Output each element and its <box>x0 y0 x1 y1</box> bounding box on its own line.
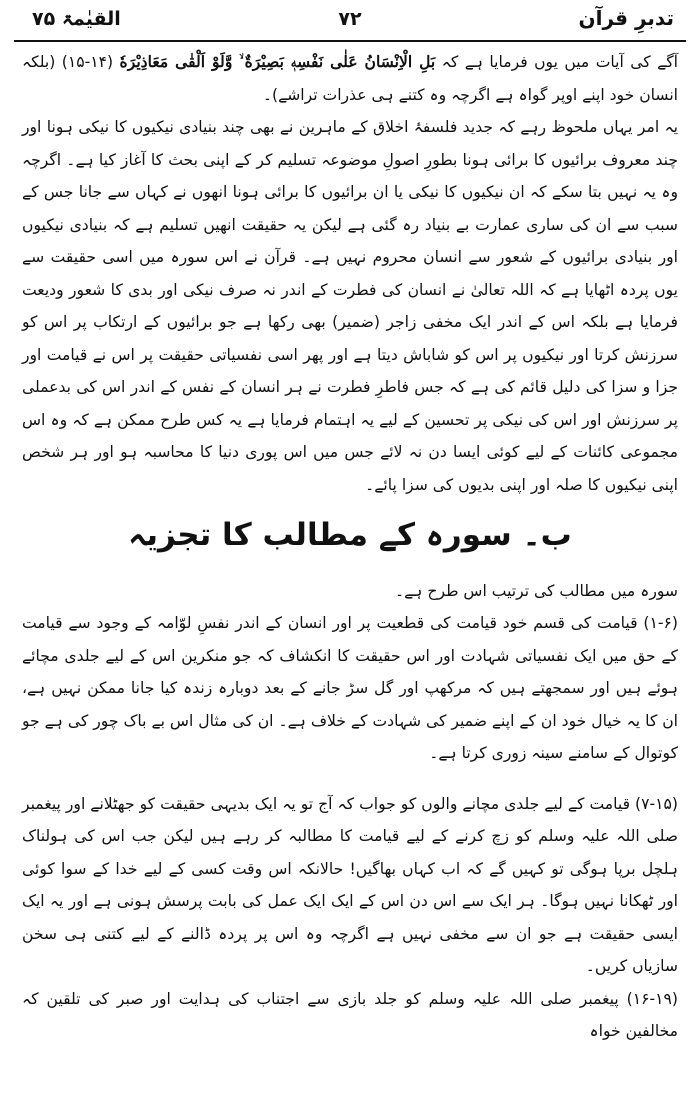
header-rule <box>14 40 686 42</box>
section-item: (۷-۱۵) قیامت کے لیے جلدی مچانے والوں کو جواب کہ آج تو یہ ایک بدیہی حقیقت کو جھٹلانے اور پیغمبر صلی اللہ علیہ وسلم کو زچ کرنے کے لیے قیامت کا مطالبہ کر رہے ہیں لیکن جب اس کی ہولناک ہلچل برپا ہوگی تو کہیں گے کہ اب کہاں بھاگیں! حالانکہ اس وقت کسی کے لیے خدا کے سوا کوئی اور ٹھکانا نہیں ہوگا۔ ہر ایک سے اس دن اس کے ایک ایک عمل کی بابت پرسش ہونی ہے اور یہ ایک ایسی حقیقت ہے جو ان سے مخفی نہیں ہے اگرچہ وہ اس پر پردہ ڈالنے کے لیے کتنی ہی سخن سازیاں کریں۔ <box>22 794 678 975</box>
book-title: تدبرِ قرآن <box>578 6 674 30</box>
arabic-verse: بَلِ الْاِنْسَانُ عَلٰى نَفْسِهٖ بَصِيْرَةٌ ۙ وَّلَوْ اَلْقٰى مَعَاذِيْرَهٗ <box>119 52 436 71</box>
page-number: ۷۲ <box>338 8 362 30</box>
section-heading-block <box>22 515 678 557</box>
running-header <box>20 4 680 40</box>
quote-translation: (۱۴-۱۵) (بلکہ انسان خود اپنے اوپر گواہ ہے اگرچہ وہ کتنے ہی عذرات تراشے)۔ <box>22 53 678 104</box>
section-item: (۱۶-۱۹) پیغمبر صلی اللہ علیہ وسلم کو جلد بازی سے اجتناب کی ہدایت اور صبر کی تلقین کہ مخالفین خواہ <box>22 989 678 1040</box>
surah-reference: القیٰمۃ ۷۵ <box>32 8 121 30</box>
quran-quote-paragraph <box>22 46 678 111</box>
section-heading: ب۔ سورہ کے مطالب کا تجزیہ <box>128 517 572 553</box>
quote-lead-text: آگے کی آیات میں یوں فرمایا ہے کہ <box>435 53 678 71</box>
section-item: (۱-۶) قیامت کی قسم خود قیامت کی قطعیت پر اور انسان کے اندر نفسِ لوّامہ کے وجود سے قیامت کے حق میں ایک نفسیاتی شہادت اور اس حقیقت کا انکشاف کہ جو منکرین اس کے لیے جلدی مچائے ہوئے ہیں اور سمجھتے ہیں کہ مرکھپ اور گل سڑ جانے کے بعد دوبارہ زندہ کیا جانا ممکن نہیں ہے، ان کا یہ خیال خود ان کے اپنے ضمیر کی شہادت کے خلاف ہے۔ ان کی مثال اس بے باک چور کی ہے جو کوتوال کے سامنے سینہ زوری کرتا ہے۔ <box>22 614 678 762</box>
body-paragraph: یہ امر یہاں ملحوظ رہے کہ جدید فلسفۂ اخلاق کے ماہرین نے بھی چند بنیادی نیکیوں کا نیکی ہونا اور چند معروف برائیوں کا برائی ہونا بطورِ اصولِ موضوعہ تسلیم کر کے اپنی بحث کا آغاز کیا ہے۔ اگرچہ وہ یہ نہیں بتا سکے کہ ان نیکیوں کا نیکی یا ان برائیوں کا برائی ہونا انھوں نے کہاں سے جانا جس کے سبب سے ان کی ساری عمارت بے بنیاد رہ گئی ہے لیکن یہ حقیقت انھیں تسلیم ہے کہ بنیادی نیکیوں اور بنیادی برائیوں کے شعور سے انسان محروم نہیں ہے۔ قرآن نے اس سورہ میں اسی حقیقت سے یوں پردہ اٹھایا ہے کہ اللہ تعالیٰ نے انسان کی فطرت کے اندر نہ صرف نیکی اور بدی کا شعور ودیعت فرمایا ہے بلکہ اس کے اندر ایک مخفی زاجر (ضمیر) بھی رکھا ہے جو برائیوں کے ارتکاب پر اس کو سرزنش کرتا اور نیکیوں پر اس کو شاباش دیتا ہے اور پھر اسی نفسیاتی حقیقت پر اس نے قیامت اور جزا و سزا کی دلیل قائم کی ہے کہ جس فاطرِ فطرت نے ہر انسان کے نفس کے اندر اس کی بدعملی پر سرزنش اور اس کی نیکی پر تحسین کے لیے یہ اہتمام فرمایا ہے یہ کس طرح ممکن ہے کہ وہ اس مجموعی کائنات کے لیے کوئی ایسا دن نہ لائے جس میں اس پوری دنیا کا محاسبہ ہو اور ہر شخص اپنی نیکیوں کا صلہ اور اپنی بدیوں کی سزا پائے۔ <box>22 118 678 494</box>
section-intro: سورہ میں مطالب کی ترتیب اس طرح ہے۔ <box>395 581 678 600</box>
page-body <box>22 46 678 1107</box>
